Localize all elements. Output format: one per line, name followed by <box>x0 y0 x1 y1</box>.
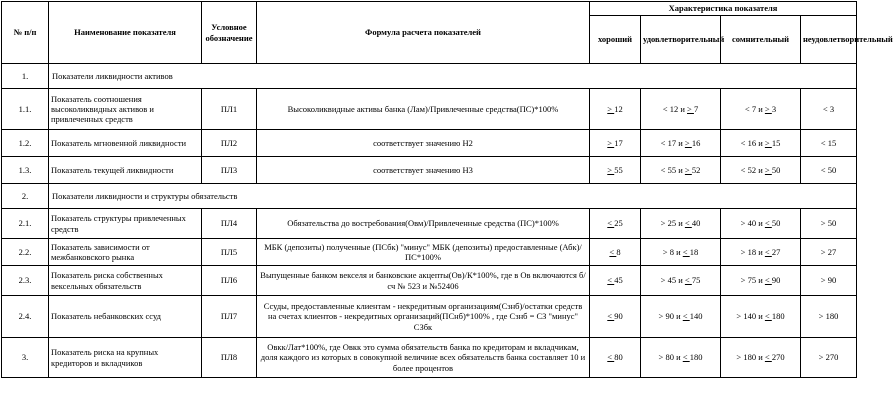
threshold-text: 75 <box>691 275 701 286</box>
threshold-text: > 90 <box>820 275 837 286</box>
comparison-sign: < <box>764 352 772 363</box>
row-number: 1.3. <box>2 157 49 184</box>
indicator-formula: Высоколиквидные активы банка (Лам)/Привлеченные средства(ПС)*100% <box>257 89 590 130</box>
threshold-text: > 8 и <box>662 246 683 257</box>
value-satisfactory <box>641 239 721 266</box>
table-row <box>2 338 857 378</box>
threshold-text: 8 <box>616 246 621 257</box>
value-unsatisfactory <box>801 157 857 184</box>
table-body <box>2 64 857 378</box>
threshold-text: 50 <box>771 218 781 229</box>
value-satisfactory <box>641 266 721 296</box>
liquidity-indicators-table <box>1 1 893 378</box>
indicator-formula: Выпущенные банком векселя и банковские акцепты(Ов)/К*100%, где в Ов включаются б/сч № 523 и №52406 <box>257 266 590 296</box>
value-doubtful <box>721 130 801 157</box>
table-row <box>2 157 857 184</box>
indicator-symbol: ПЛ3 <box>202 157 257 184</box>
section-row <box>2 64 857 89</box>
value-satisfactory <box>641 157 721 184</box>
indicator-formula: Овкк/Лат*100%, где Овкк это сумма обязательств банка по кредиторам и вкладчикам, доля каждого из которых в совокупной величине всех обязательств банка составляет 10 и более процентов <box>257 338 590 378</box>
value-good <box>590 157 641 184</box>
value-unsatisfactory <box>801 296 857 338</box>
comparison-sign: < <box>684 218 692 229</box>
threshold-text: 3 <box>771 103 777 114</box>
value-good <box>590 209 641 239</box>
comparison-sign: > <box>607 164 615 175</box>
value-doubtful <box>721 296 801 338</box>
comparison-sign: > <box>764 164 772 175</box>
threshold-text: 52 <box>691 164 701 175</box>
threshold-text: 18 <box>689 246 699 257</box>
table-header <box>2 2 893 64</box>
threshold-text: > 18 и <box>740 246 765 257</box>
indicator-symbol: ПЛ1 <box>202 89 257 130</box>
row-number: 3. <box>2 338 49 378</box>
threshold-text: > 40 и <box>740 218 765 229</box>
section-title: Показатели ликвидности и структуры обязательств <box>49 184 857 209</box>
indicator-symbol: ПЛ2 <box>202 130 257 157</box>
threshold-text: 55 <box>614 164 623 175</box>
value-unsatisfactory <box>801 209 857 239</box>
threshold-text: 40 <box>691 218 701 229</box>
threshold-text: 180 <box>771 311 785 322</box>
indicator-symbol: ПЛ8 <box>202 338 257 378</box>
table-row <box>2 130 857 157</box>
comparison-sign: > <box>764 103 772 114</box>
indicator-formula: соответствует значению Н2 <box>257 130 590 157</box>
threshold-text: 270 <box>771 352 785 363</box>
value-doubtful <box>721 209 801 239</box>
comparison-sign: > <box>684 137 692 148</box>
threshold-text: < 12 и <box>662 103 688 114</box>
threshold-text: 90 <box>614 311 623 322</box>
value-satisfactory <box>641 89 721 130</box>
indicator-formula: Ссуды, предоставленные клиентам - некредитным организациям(Сзнб)/остатки средств на счетах клиентов - некредитных организаций(ПСнб)*100% , где Сзнб = СЗ "минус" СЗбк <box>257 296 590 338</box>
header-name: Наименование показателя <box>49 2 202 64</box>
comparison-sign: < <box>682 246 690 257</box>
comparison-sign: < <box>684 275 692 286</box>
threshold-text: > 80 и <box>658 352 683 363</box>
threshold-text: 45 <box>614 275 623 286</box>
value-good <box>590 130 641 157</box>
value-good <box>590 338 641 378</box>
header-formula: Формула расчета показателей <box>257 2 590 64</box>
indicator-symbol: ПЛ5 <box>202 239 257 266</box>
header-unsatisfactory: неудовлетворительный <box>801 16 857 64</box>
threshold-text: > 27 <box>820 246 837 257</box>
comparison-sign: < <box>682 352 690 363</box>
threshold-text: 15 <box>771 137 781 148</box>
threshold-text: < 55 и <box>660 164 685 175</box>
table-row <box>2 239 857 266</box>
indicator-name: Показатель риска собственных вексельных обязательств <box>49 266 202 296</box>
threshold-text: < 7 и <box>744 103 765 114</box>
row-number: 2.1. <box>2 209 49 239</box>
comparison-sign: > <box>687 103 694 114</box>
comparison-sign: < <box>607 275 615 286</box>
table-row <box>2 266 857 296</box>
indicator-name: Показатель структуры привлеченных средств <box>49 209 202 239</box>
comparison-sign: > <box>607 103 615 114</box>
comparison-sign: > <box>607 137 615 148</box>
threshold-text: > 50 <box>820 218 837 229</box>
threshold-text: > 25 и <box>660 218 685 229</box>
threshold-text: > 45 и <box>660 275 685 286</box>
table-row <box>2 89 857 130</box>
header-satisfactory: удовлетворительный <box>641 16 721 64</box>
comparison-sign: > <box>764 137 772 148</box>
header-symbol: Условное обозначение <box>202 2 257 64</box>
comparison-sign: < <box>607 352 615 363</box>
indicator-name: Показатель зависимости от межбанковского рынка <box>49 239 202 266</box>
indicator-symbol: ПЛ6 <box>202 266 257 296</box>
row-number: 1.1. <box>2 89 49 130</box>
comparison-sign: < <box>607 218 615 229</box>
value-good <box>590 296 641 338</box>
indicator-formula: соответствует значению Н3 <box>257 157 590 184</box>
comparison-sign: < <box>682 311 690 322</box>
indicator-formula: Обязательства до востребования(Овм)/Привлеченные средства (ПС)*100% <box>257 209 590 239</box>
value-unsatisfactory <box>801 266 857 296</box>
comparison-sign: < <box>764 218 772 229</box>
value-doubtful <box>721 89 801 130</box>
threshold-text: < 15 <box>820 137 837 148</box>
value-unsatisfactory <box>801 338 857 378</box>
value-satisfactory <box>641 130 721 157</box>
table-row <box>2 209 857 239</box>
threshold-text: < 17 и <box>660 137 685 148</box>
section-row <box>2 184 857 209</box>
threshold-text: > 75 и <box>740 275 765 286</box>
value-good <box>590 89 641 130</box>
threshold-text: 7 <box>693 103 699 114</box>
indicator-name: Показатель небанковских ссуд <box>49 296 202 338</box>
threshold-text: < 50 <box>820 164 837 175</box>
value-good <box>590 239 641 266</box>
threshold-text: 17 <box>614 137 623 148</box>
threshold-text: > 180 <box>818 311 839 322</box>
threshold-text: 25 <box>614 218 623 229</box>
threshold-text: > 140 и <box>736 311 765 322</box>
indicator-name: Показатель текущей ликвидности <box>49 157 202 184</box>
value-doubtful <box>721 157 801 184</box>
section-number: 1. <box>2 64 49 89</box>
threshold-text: 180 <box>689 352 703 363</box>
comparison-sign: < <box>764 275 772 286</box>
threshold-text: 16 <box>691 137 701 148</box>
comparison-sign: > <box>684 164 692 175</box>
section-number: 2. <box>2 184 49 209</box>
row-number: 2.2. <box>2 239 49 266</box>
threshold-text: 27 <box>771 246 781 257</box>
value-good <box>590 266 641 296</box>
value-unsatisfactory <box>801 130 857 157</box>
indicator-name: Показатель риска на крупных кредиторов и вкладчиков <box>49 338 202 378</box>
value-doubtful <box>721 338 801 378</box>
threshold-text: < 3 <box>822 103 835 114</box>
indicator-formula: МБК (депозиты) полученные (ПСбк) "минус" МБК (депозиты) предоставленные (Абк)/ПС*100% <box>257 239 590 266</box>
value-unsatisfactory <box>801 239 857 266</box>
row-number: 2.3. <box>2 266 49 296</box>
indicator-name: Показатель мгновенной ликвидности <box>49 130 202 157</box>
value-satisfactory <box>641 296 721 338</box>
section-title: Показатели ликвидности активов <box>49 64 857 89</box>
indicator-symbol: ПЛ7 <box>202 296 257 338</box>
threshold-text: 12 <box>614 103 623 114</box>
threshold-text: > 270 <box>818 352 839 363</box>
threshold-text: 140 <box>689 311 703 322</box>
threshold-text: 80 <box>614 352 623 363</box>
threshold-text: 50 <box>771 164 781 175</box>
value-satisfactory <box>641 338 721 378</box>
comparison-sign: < <box>609 246 617 257</box>
value-satisfactory <box>641 209 721 239</box>
threshold-text: < 16 и <box>740 137 765 148</box>
row-number: 1.2. <box>2 130 49 157</box>
header-num: № п/п <box>2 2 49 64</box>
indicator-name: Показатель соотношения высоколиквидных активов и привлеченных средств <box>49 89 202 130</box>
value-doubtful <box>721 239 801 266</box>
indicator-symbol: ПЛ4 <box>202 209 257 239</box>
threshold-text: 90 <box>771 275 781 286</box>
table-row <box>2 296 857 338</box>
row-number: 2.4. <box>2 296 49 338</box>
value-unsatisfactory <box>801 89 857 130</box>
threshold-text: > 90 и <box>658 311 683 322</box>
header-good: хороший <box>590 16 641 64</box>
comparison-sign: < <box>764 311 772 322</box>
header-characteristic: Характеристика показателя <box>590 2 857 16</box>
threshold-text: < 52 и <box>740 164 765 175</box>
comparison-sign: < <box>607 311 615 322</box>
threshold-text: > 180 и <box>736 352 765 363</box>
comparison-sign: < <box>764 246 772 257</box>
header-doubtful: сомнительный <box>721 16 801 64</box>
value-doubtful <box>721 266 801 296</box>
